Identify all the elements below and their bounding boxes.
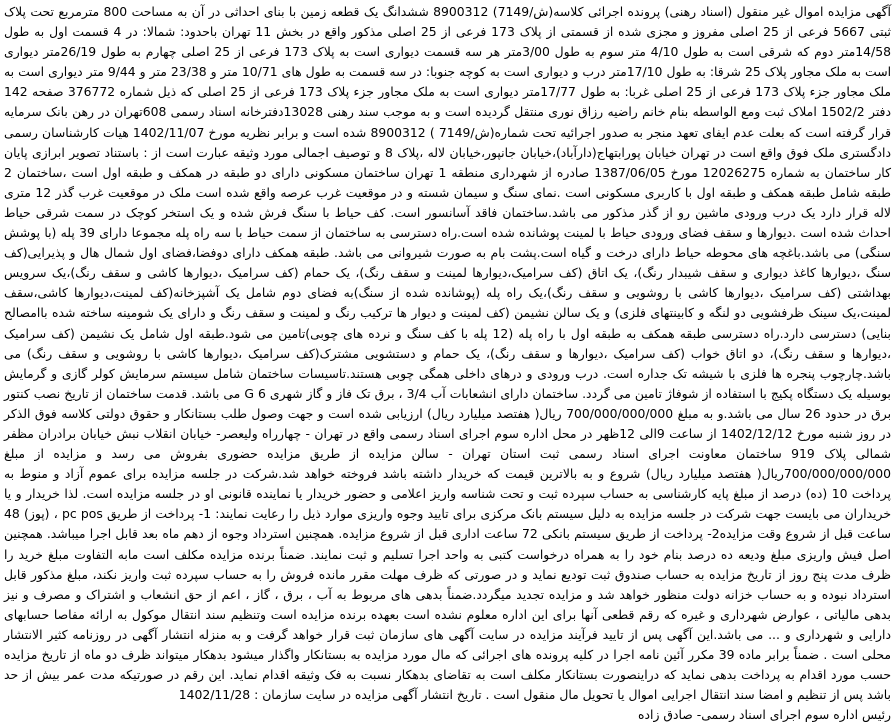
notice-signature: رئیس اداره سوم اجرای اسناد رسمی- صادق زاده — [638, 707, 891, 723]
auction-notice — [4, 2, 892, 723]
notice-body: آگهی مزایده اموال غیر منقول (اسناد رهنی) پرونده اجرائی کلاسه(ش/7149) 8900312 ششدانگ یک قطعه زمین با بنای احداثی در آن به مساحت 800 مترمربع تحت پلاک ثبتی 5667 فرعی از 25 اصلی مفروز و مجزی شده از قسمتی از پلاک 173 فرعی از 25 اصلی مذکور واقع در بخش 11 تهران باحدود: شمالا: در 4 قسمت اول به طول 14/58متر دوم که شرقی است به طول 4/10 متر سوم به طول 3/00متر هر سه قسمت دیواری است به پلاک 173 فرعی از 25 اصلی چهارم به طول 26/19متر دیواری است به ملک مجاور پلاک 25 شرقا: به طول 17/10متر درب و دیواری است به کوچه جنوبا: در سه قسمت به طول های 10/71 متر و 23/38 متر و 9/44 متر دیواری است به ملک مجاور جزء پلاک 173 فرعی از 25 اصلی غربا: به طول 17/77متر دیواری است به ملک مجاور جزء پلاک 173 فرعی از 25 اصلی که ذیل شماره 376772 صفحه 142 دفتر 1502/2 املاک ثبت ومع الواسطه بنام خانم راضیه رزاق نوری منتقل گردیده است و به موجب سند رهنی 13028دفترخانه اسناد رسمی 608تهران در رهن بانک سرمایه قرار گرفته است که بعلت عدم ایفای تعهد منجر به صدور اجرائیه تحت شماره(ش/7149 ) 8900312 شده است و برابر نظریه مورخ 1402/11/07 هیات کارشناسان رسمی دادگستری ملک فوق واقع است در تهران خیابان پورابتهاج(دارآباد)،خیابان جانپور،خیابان لاله ،پلاک 8 و توصیف اجمالی مورد وثیقه عبارت است از : باستناد تصویر ابرازی پایان کار ساختمان به شماره 12026275 مورخ 1387/06/05 صادره از شهرداری منطقه 1 تهران ساختمان مسکونی دارای دو طبقه در همکف و طبقه اول است ،ساختمان 2 طبقه شامل طبقه همکف و طبقه اول با کاربری مسکونی است .نمای سنگ و سیمان شسته و در موقعیت غرب عرصه واقع شده است ملک در موقعیت غرب گذر 12 متری لاله قرار دارد یک درب ورودی ماشین رو از گذر مذکور می باشد.ساختمان فاقد آسانسور است. کف حیاط با سنگ فرش شده و یک استخر کوچک در سمت شرقی حیاط احداث شده است .دیوارها و سقف فضای ورودی حیاط با لمینت پوشانده شده است.راه دسترسی به ساختمان از سمت حیاط با سه راه پله مجموعا دارای 39 پله (با پوشش سنگی) می باشد.باغچه های محوطه حیاط دارای درخت و گیاه است.پشت بام به صورت شیروانی می باشد. طبقه همکف دارای دوفضا،فضای اول شمال هال و پذیرایی(کف سنگ ،دیوارها کاغذ دیواری و سقف شیبدار رنگ)، یک اتاق (کف سرامیک،دیوارها لمینت و سقف رنگ)، یک حمام (کف سرامیک ،دیوارها کاشی و سقف رنگ)،یک سرویس بهداشتی (کف سرامیک ،دیوارها کاشی با روشویی و سقف رنگ)،یک راه پله (پوشانده شده از سنگ)به فضای دوم شامل یک آشپزخانه(کف لمینت،دیوارها کاشی،سقف لمینت،یک سینک ظرفشویی دو لنگه و کابینتهای فلزی) و یک سالن نشیمن (کف لمینت و دیوار ها ترکیب رنگ و لمینت و سقف رنگ و دارای یک شومینه ساخته شده باامصالح بنایی) دسترسی دارد.راه دسترسی طبقه همکف به طبقه اول با راه پله (12 پله با کف سنگ و نرده های چوبی)تامین می شود.طبقه اول شامل یک نشیمن (کف سرامیک ،دیوارها و سقف رنگ)، دو اتاق خواب (کف سرامیک ،دیوارها و سقف رنگ)، یک حمام و دستشویی مشترک(کف سرامیک ،دیوارها کاشی با روشویی و سقف رنگ) می باشد.چارچوب پنجره ها فلزی با شیشه تک جداره است. درب ورودی و درهای داخلی همگی چوبی هستند.تاسیسات ساختمان شامل سیستم سرمایش کولر گازی و گرمایش بوسیله یک دستگاه پکیج با استفاده از شوفاژ تامین می گردد. ساختمان دارای انشعابات آب 3/4 ، برق تک فاز و گاز شهری G 6 می باشد. قدمت ساختمان از تاریخ نصب کنتور برق در حدود 26 سال می باشد.و به مبلغ 700/000/000/000 ریال( هفتصد میلیارد ریال) ارزیابی شده است و جهت وصول طلب بستانکار و حقوق دولتی کلاسه فوق الذکر در روز شنبه مورخ 1402/12/12 از ساعت 9الی 12ظهر در محل اداره سوم اجرای اسناد رسمی واقع در تهران - چهارراه ولیعصر- خیابان انقلاب نبش خیابان برادران مظفر شمالی پلاک 919 ساختمان معاونت اجرای اسناد رسمی ثبت استان تهران - سالن مزایده از طریق مزایده حضوری بفروش می رسد و مزایده از مبلغ 700/000/000/000ریال( هفتصد میلیارد ریال) شروع و به بالاترین قیمت که خریدار داشته باشد فروخته خواهد شد.شرکت در جلسه مزایده برای عموم آزاد و منوط به پرداخت 10 (ده) درصد از مبلغ پایه کارشناسی به حساب سپرده ثبت و تحت شناسه واریز اعلامی و حضور خریدار یا نماینده قانونی او در جلسه مزایده است. لذا خریدار و یا خریداران می بایست جهت شرکت در جلسه مزایده به دلیل سیستم بانک مرکزی برای تایید وجوه واریزی موارد ذیل را رعایت نمایند: 1- پرداخت از طریق pc pos ، (پوز) 48 ساعت قبل از شروع وقت مزایده2- پرداخت از طریق سیستم بانکی 72 ساعت اداری قبل از شروع مزایده. همچنین استرداد وجوه از دهم ماه بعد قابل اجرا میباشد. همچنین اصل فیش واریزی مبلغ ودیعه ده درصد بنام خود را به همراه درخواست کتبی به واحد اجرا تسلیم و ثبت نمایند. ضمناً برنده مزایده مکلف است مابه التفاوت مبلغ خرید را ظرف مدت پنج روز از تاریخ مزایده به حساب صندوق ثبت تودیع نماید و در صورتی که ظرف مهلت مقرر مانده فروش را به حساب سپرده ثبت واریز نکند، مبلغ مذکور قابل استرداد نبوده و به حساب خزانه دولت منظور خواهد شد و مزایده تجدید میگردد.ضمناً بدهی های مربوط به آب ، برق ، گاز ، اعم از حق انشعاب و اشتراک و مصرف و نیز بدهی مالیاتی ، عوارض شهرداری و غیره که رقم قطعی آنها برای این اداره معلوم نشده است بعهده برنده مزایده است وتنظیم سند انتقال موکول به ارائه مفاصا حسابهای دارایی و شهرداری و ... می باشد.این آگهی پس از تایید فرآیند مزایده در سایت آگهی های سازمان ثبت قرار خواهد گرفت و به منزله انتشار آگهی در روزنامه کثیر الانتشار محلی است . ضمناً برابر ماده 39 مکرر آئین نامه اجرا در کلیه پرونده های اجرائی که مال مورد مزایده به بستانکار واگذار میشود بدهکار میتواند ظرف دو ماه از تاریخ مزایده حسب مورد اقدام به پرداخت بدهی نماید که دراینصورت بستانکار مکلف است به تقاضای بدهکار نسبت به فک وثیقه اقدام نماید. این رقم در صورتیکه مدت عمر بیش از حد باشد پس از تنظیم و امضا سند انتقال اجرایی اموال یا تحویل مال منقول است . تاریخ انتشار آگهی مزایده در سایت سازمان : 1402/11/28 — [4, 4, 892, 703]
